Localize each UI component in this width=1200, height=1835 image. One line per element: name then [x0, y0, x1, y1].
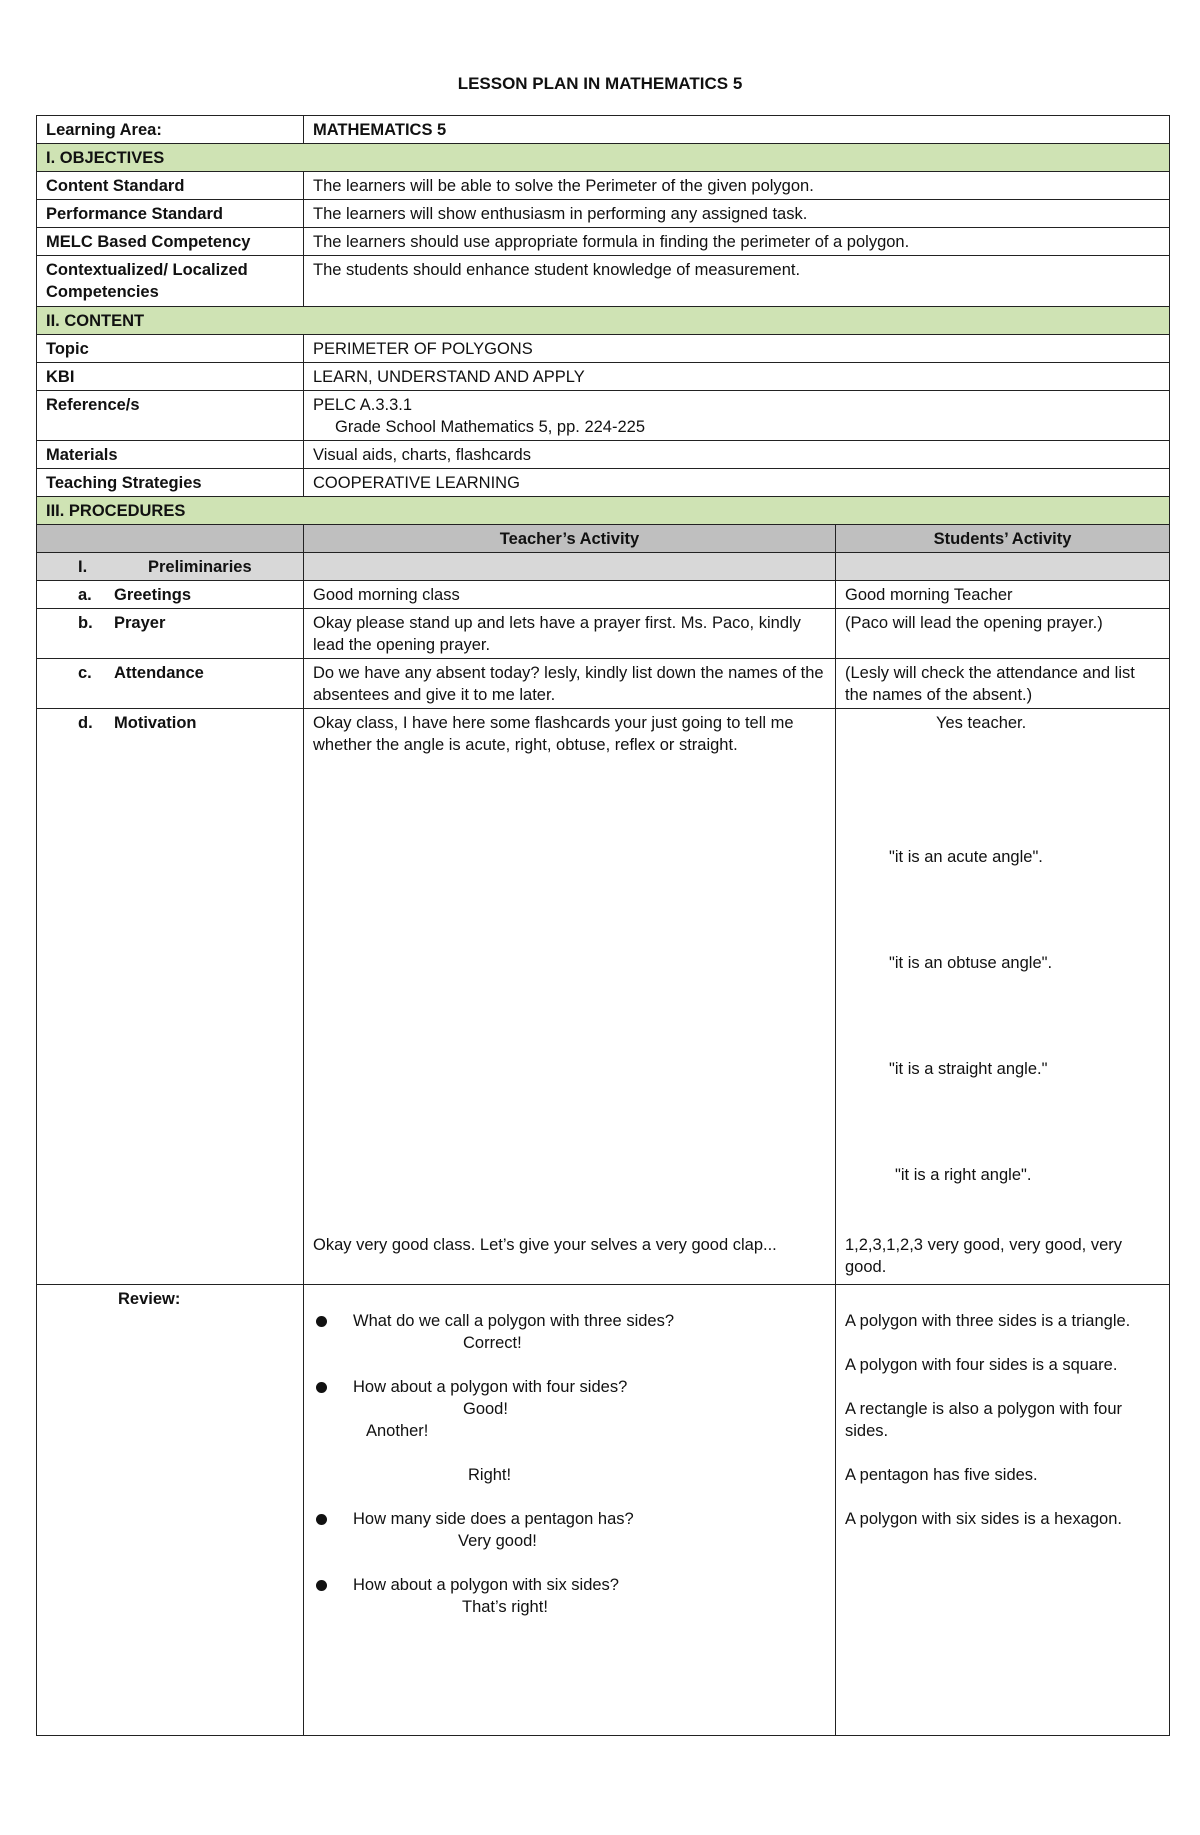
review-response: Correct! [463, 1334, 522, 1352]
learning-area-value: MATHEMATICS 5 [304, 116, 1170, 144]
materials-value: Visual aids, charts, flashcards [304, 441, 1170, 469]
objective-label: Contextualized/ Localized Competencies [37, 256, 304, 307]
review-question: How many side does a pentagon has? [313, 1508, 826, 1530]
greetings-student: Good morning Teacher [836, 581, 1170, 609]
reference-line: Grade School Mathematics 5, pp. 224-225 [335, 418, 646, 436]
strategies-row [37, 469, 1170, 497]
review-label: Review: [37, 1285, 304, 1736]
review-answer: A polygon with four sides is a square. [845, 1356, 1118, 1374]
motivation-student [836, 709, 1170, 1285]
review-response: Right! [468, 1466, 512, 1484]
objective-row [37, 172, 1170, 200]
reference-value [304, 391, 1170, 441]
motivation-teacher [304, 709, 836, 1285]
greetings-label [37, 581, 304, 609]
review-answer: A polygon with three sides is a triangle. [845, 1312, 1131, 1330]
learning-area-label: Learning Area: [37, 116, 304, 144]
reference-line: PELC A.3.3.1 [313, 396, 413, 414]
topic-value: PERIMETER OF POLYGONS [304, 335, 1170, 363]
review-answer: A rectangle is also a polygon with four sides. [845, 1400, 1122, 1440]
objectives-heading: I. OBJECTIVES [37, 144, 1170, 172]
content-heading-row [37, 307, 1170, 335]
motivation-num: d. [78, 714, 93, 732]
objective-value: The learners will show enthusiasm in performing any assigned task. [304, 200, 1170, 228]
kbi-row [37, 363, 1170, 391]
review-response: That’s right! [462, 1598, 548, 1616]
objective-value: The learners will be able to solve the Perimeter of the given polygon. [304, 172, 1170, 200]
preliminaries-num: I. [78, 558, 88, 576]
prayer-row [37, 609, 1170, 659]
motivation-teacher-close: Okay very good class. Let’s give your selves a very good clap... [313, 1236, 777, 1254]
page-title: LESSON PLAN IN MATHEMATICS 5 [457, 74, 743, 93]
objective-label: Performance Standard [37, 200, 304, 228]
reference-row [37, 391, 1170, 441]
content-heading: II. CONTENT [37, 307, 1170, 335]
motivation-row [37, 709, 1170, 1285]
attendance-num: c. [78, 664, 92, 682]
review-answer: A pentagon has five sides. [845, 1466, 1038, 1484]
attendance-student: (Lesly will check the attendance and list the names of the absent.) [836, 659, 1170, 709]
teacher-activity-header: Teacher’s Activity [304, 525, 836, 553]
motivation-student-yes: Yes teacher. [936, 714, 1027, 732]
prayer-text: Prayer [114, 614, 166, 632]
objectives-heading-row [37, 144, 1170, 172]
preliminaries-text: Preliminaries [148, 558, 252, 576]
bullet-icon [316, 1316, 327, 1327]
objective-value: The students should enhance student knowledge of measurement. [304, 256, 1170, 307]
motivation-text: Motivation [114, 714, 197, 732]
objective-row [37, 200, 1170, 228]
review-row [37, 1285, 1170, 1736]
motivation-student-close: 1,2,3,1,2,3 very good, very good, very good. [845, 1236, 1122, 1276]
reference-label: Reference/s [37, 391, 304, 441]
review-response: Good! [463, 1400, 508, 1418]
objective-value: The learners should use appropriate formula in finding the perimeter of a polygon. [304, 228, 1170, 256]
motivation-answer: "it is an acute angle". [889, 848, 1043, 866]
kbi-value: LEARN, UNDERSTAND AND APPLY [304, 363, 1170, 391]
preliminaries-blank [304, 553, 836, 581]
procedures-heading: III. PROCEDURES [37, 497, 1170, 525]
strategies-label: Teaching Strategies [37, 469, 304, 497]
review-response: Another! [366, 1422, 429, 1440]
preliminaries-blank [836, 553, 1170, 581]
greetings-text: Greetings [114, 586, 192, 604]
activity-header-blank [37, 525, 304, 553]
review-student [836, 1285, 1170, 1736]
review-question: How about a polygon with six sides? [313, 1574, 826, 1596]
students-activity-header: Students’ Activity [836, 525, 1170, 553]
attendance-text: Attendance [114, 664, 204, 682]
greetings-num: a. [78, 586, 92, 604]
learning-area-row [37, 116, 1170, 144]
objective-row [37, 256, 1170, 307]
review-response: Very good! [458, 1532, 537, 1550]
greetings-row [37, 581, 1170, 609]
attendance-teacher: Do we have any absent today? lesly, kindly list down the names of the absentees and give it to me later. [304, 659, 836, 709]
greetings-teacher: Good morning class [304, 581, 836, 609]
objective-label: Content Standard [37, 172, 304, 200]
attendance-label [37, 659, 304, 709]
activity-header-row [37, 525, 1170, 553]
attendance-row [37, 659, 1170, 709]
motivation-teacher-intro: Okay class, I have here some flashcards your just going to tell me whether the angle is acute, right, obtuse, reflex or straight. [313, 714, 794, 754]
review-question: What do we call a polygon with three sides? [313, 1310, 826, 1332]
objective-label: MELC Based Competency [37, 228, 304, 256]
preliminaries-label [37, 553, 304, 581]
preliminaries-row [37, 553, 1170, 581]
review-answer: A polygon with six sides is a hexagon. [845, 1510, 1122, 1528]
motivation-answer: "it is an obtuse angle". [889, 954, 1053, 972]
bullet-icon [316, 1382, 327, 1393]
bullet-icon [316, 1580, 327, 1591]
topic-label: Topic [37, 335, 304, 363]
prayer-label [37, 609, 304, 659]
motivation-answer: "it is a straight angle." [889, 1060, 1048, 1078]
prayer-teacher: Okay please stand up and lets have a prayer first. Ms. Paco, kindly lead the opening prayer. [304, 609, 836, 659]
review-teacher [304, 1285, 836, 1736]
motivation-answer: "it is a right angle". [895, 1166, 1032, 1184]
topic-row [37, 335, 1170, 363]
kbi-label: KBI [37, 363, 304, 391]
strategies-value: COOPERATIVE LEARNING [304, 469, 1170, 497]
materials-row [37, 441, 1170, 469]
prayer-student: (Paco will lead the opening prayer.) [836, 609, 1170, 659]
bullet-icon [316, 1514, 327, 1525]
motivation-label [37, 709, 304, 1285]
procedures-heading-row [37, 497, 1170, 525]
lesson-plan-table [36, 115, 1170, 1736]
materials-label: Materials [37, 441, 304, 469]
prayer-num: b. [78, 614, 93, 632]
review-question: How about a polygon with four sides? [313, 1376, 826, 1398]
objective-row [37, 228, 1170, 256]
